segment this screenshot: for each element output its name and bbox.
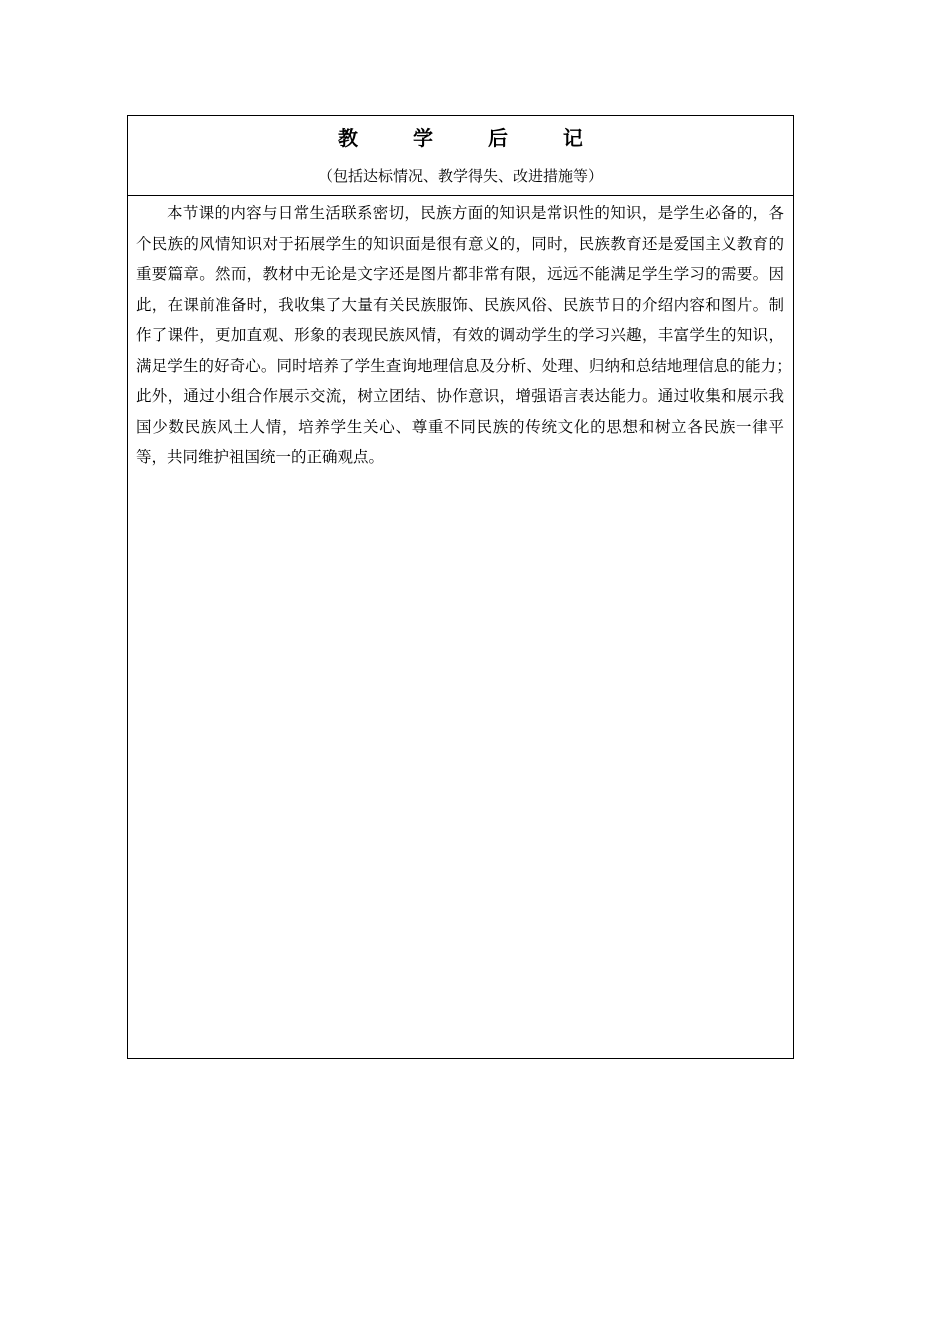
table-body-cell [128, 196, 816, 473]
teaching-notes-table [127, 115, 816, 1059]
table-header-cell [128, 116, 793, 196]
body-paragraph: 本节课的内容与日常生活联系密切，民族方面的知识是常识性的知识，是学生必备的，各个民族的风情知识对于拓展学生的知识面是很有意义的，同时，民族教育还是爱国主义教育的重要篇章。然而，教材中无论是文字还是图片都非常有限，远远不能满足学生学习的需要。因此，在课前准备时，我收集了大量有关民族服饰、民族风俗、民族节日的介绍内容和图片。制作了课件，更加直观、形象的表现民族风情，有效的调动学生的学习兴趣，丰富学生的知识，满足学生的好奇心。同时培养了学生查询地理信息及分析、处理、归纳和总结地理信息的能力； 此外，通过小组合作展示交流，树立团结、协作意识，增强语言表达能力。通过收集和展示我国少数民族风土人情，培养学生关心、尊重不同民族的传统文化的思想和树立各民族一律平等，共同维护祖国统一的正确观点。 [136, 204, 816, 466]
page-title: 教 学 后 记 [338, 126, 607, 150]
page-subtitle: （包括达标情况、教学得失、改进措施等） [317, 167, 603, 185]
